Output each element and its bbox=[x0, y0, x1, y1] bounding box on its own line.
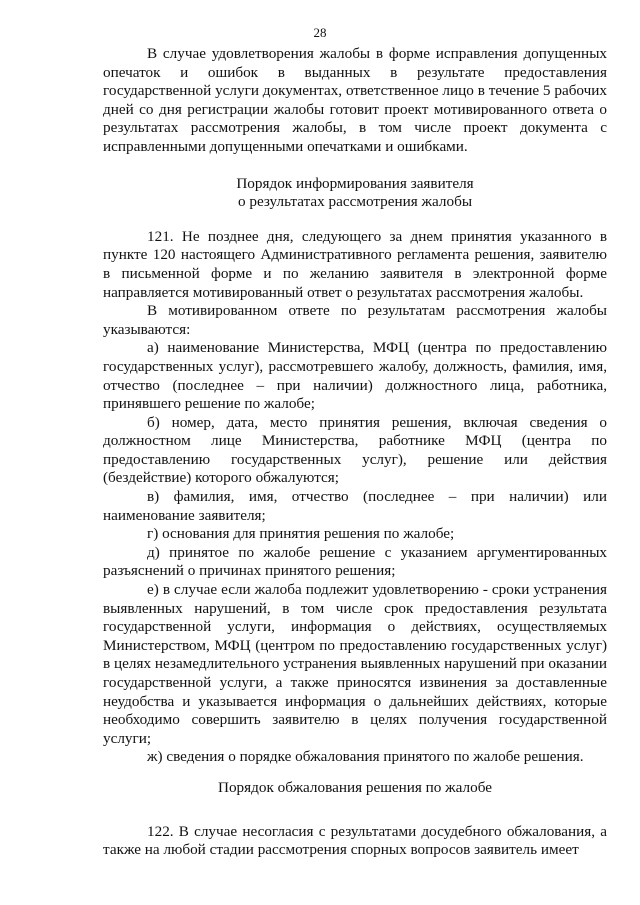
list-item-b: б) номер, дата, место принятия решения, включая сведения о должностном лице Министерства, работнике МФЦ (центра по предоставлению государственных услуг), решение или действия (бездействие) которого обжалуются; bbox=[103, 413, 607, 487]
list-item-e: е) в случае если жалоба подлежит удовлетворению - сроки устранения выявленных нарушений, в том числе срок предоставления результата государственной услуги, информация о действиях, осуществляемых Министерством, МФЦ (центром по предоставлению государственных услуг) в целях незамедлительного устранения выявленных нарушений при оказании государственной услуги, а также приносятся извинения за доставленные неудобства и указывается информация о дальнейших действиях, которые необходимо совершить заявителю в целях получения государственной услуги; bbox=[103, 581, 607, 747]
section-heading-informing-line2: о результатах рассмотрения жалобы bbox=[237, 193, 473, 211]
list-item-d: д) принятое по жалобе решение с указанием аргументированных разъяснений о причинах принятого решения; bbox=[103, 543, 607, 580]
list-item-g: г) основания для принятия решения по жалобе; bbox=[147, 525, 455, 543]
page-number: 28 bbox=[313, 25, 327, 40]
paragraph-correction-reply: В случае удовлетворения жалобы в форме исправления допущенных опечаток и ошибок в выданных в результате предоставления государственной услуги документах, ответственное лицо в течение 5 рабочих дней со дня регистрации жалобы готовит проект мотивированного ответа о результатах рассмотрения жалобы, в том числе проект документа с исправленными допущенными опечатками и ошибками. bbox=[103, 45, 607, 155]
list-item-zh: ж) сведения о порядке обжалования принятого по жалобе решения. bbox=[147, 748, 584, 766]
document-body bbox=[103, 45, 607, 860]
paragraph-122: 122. В случае несогласия с результатами досудебного обжалования, а также на любой стадии рассмотрения спорных вопросов заявитель имеет bbox=[103, 822, 607, 859]
section-heading-informing-line1: Порядок информирования заявителя bbox=[236, 174, 474, 192]
list-item-a: а) наименование Министерства, МФЦ (центра по предоставлению государственных услуг), рассмотревшего жалобу, должность, фамилия, имя, отчество (последнее – при наличии) должностного лица, работника, принявшего решение по жалобе; bbox=[103, 339, 607, 413]
list-item-v: в) фамилия, имя, отчество (последнее – при наличии) или наименование заявителя; bbox=[103, 488, 607, 524]
paragraph-reply-contents: В мотивированном ответе по результатам рассмотрения жалобы указываются: bbox=[103, 302, 607, 338]
paragraph-121: 121. Не позднее дня, следующего за днем принятия указанного в пункте 120 настоящего Административного регламента решения, заявителю в письменной форме и по желанию заявителя в электронной форме направляется мотивированный ответ о результатах рассмотрения жалобы. bbox=[103, 227, 607, 301]
section-heading-appeal: Порядок обжалования решения по жалобе bbox=[217, 778, 492, 796]
